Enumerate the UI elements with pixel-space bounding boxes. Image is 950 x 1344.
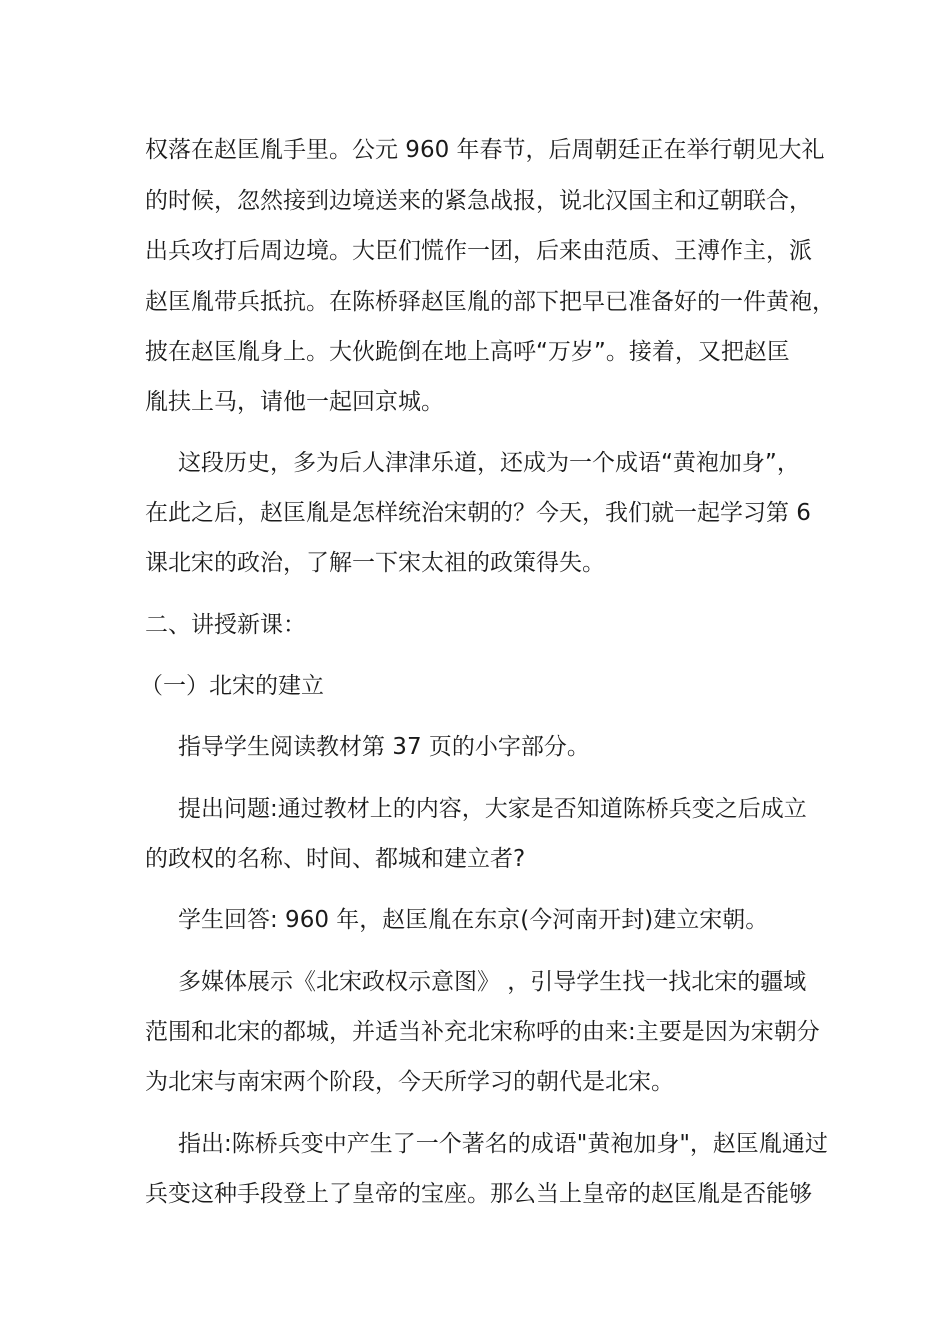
paragraph-1-line-6: 胤扶上马，请他一起回京城。 (145, 389, 444, 415)
paragraph-3-line-1: 指导学生阅读教材第 37 页的小字部分。 (178, 734, 590, 760)
paragraph-2-line-2: 在此之后，赵匡胤是怎样统治宋朝的？今天，我们就一起学习第 6 (145, 500, 811, 526)
paragraph-1-line-3: 出兵攻打后周边境。大臣们慌作一团，后来由范质、王溥作主，派 (145, 238, 812, 264)
paragraph-7-line-1: 指出:陈桥兵变中产生了一个著名的成语"黄袍加身"，赵匡胤通过 (178, 1131, 828, 1157)
paragraph-4-line-1: 提出问题:通过教材上的内容，大家是否知道陈桥兵变之后成立 (178, 796, 807, 822)
paragraph-6-line-3: 为北宋与南宋两个阶段，今天所学习的朝代是北宋。 (145, 1069, 674, 1095)
paragraph-7-line-2: 兵变这种手段登上了皇帝的宝座。那么当上皇帝的赵匡胤是否能够 (145, 1181, 812, 1207)
subsection-heading: （一）北宋的建立 (140, 673, 324, 699)
paragraph-2-line-1: 这段历史，多为后人津津乐道，还成为一个成语“黄袍加身”， (178, 450, 800, 476)
paragraph-1-line-1: 权落在赵匡胤手里。公元 960 年春节，后周朝廷正在举行朝见大礼 (145, 137, 825, 163)
paragraph-1-line-5: 披在赵匡胤身上。大伙跪倒在地上高呼“万岁”。接着，又把赵匡 (145, 339, 790, 365)
paragraph-4-line-2: 的政权的名称、时间、都城和建立者? (145, 846, 526, 872)
paragraph-2-line-3: 课北宋的政治，了解一下宋太祖的政策得失。 (145, 550, 605, 576)
paragraph-6-line-2: 范围和北宋的都城，并适当补充北宋称呼的由来:主要是因为宋朝分 (145, 1019, 820, 1045)
paragraph-1-line-4: 赵匡胤带兵抵抗。在陈桥驿赵匡胤的部下把早已准备好的一件黄袍， (145, 289, 835, 315)
section-heading: 二、讲授新课： (145, 612, 306, 638)
paragraph-1-line-2: 的时候，忽然接到边境送来的紧急战报，说北汉国主和辽朝联合， (145, 188, 812, 214)
paragraph-5-line-1: 学生回答: 960 年，赵匡胤在东京(今河南开封)建立宋朝。 (178, 907, 769, 933)
paragraph-6-line-1: 多媒体展示《北宋政权示意图》 ，引导学生找一找北宋的疆域 (178, 969, 807, 995)
